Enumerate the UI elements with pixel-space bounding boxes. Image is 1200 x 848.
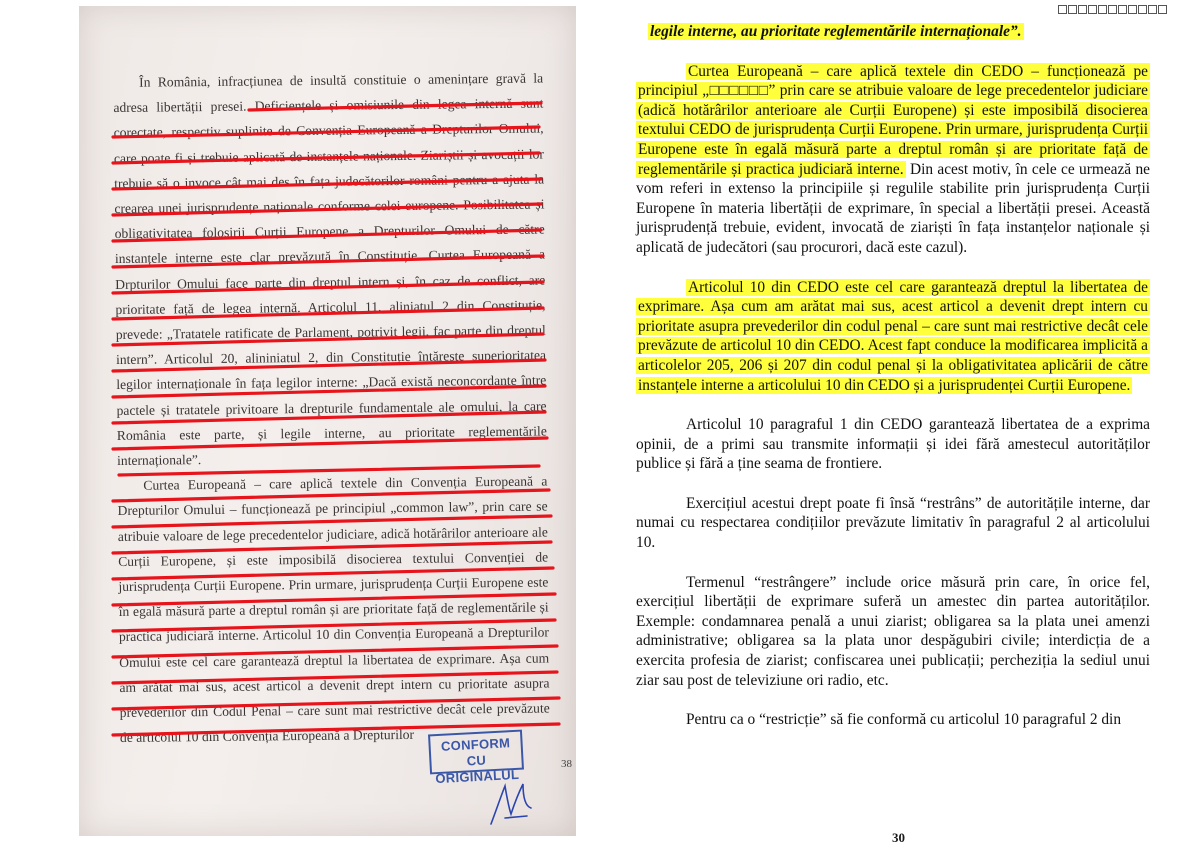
photo-paragraph-1: În România, infracțiunea de insultă constituie o amenințare gravă la adresa libertății presei. Deficiențele și omisiunile din legea internă sunt corectate, respectiv suplinite de Convenția Europeană a Drepturilor Omului, care poate fi și trebuie aplicată de instanțele naționale. Ziariștii și avocații lor trebuie să o invoce cât mai des în fața judecătorilor români pentru a ajuta la crearea unei jurisprudențe naționale conforme celei europene. Posibilitatea și obligativitatea folosirii Curții Europene a Drepturilor Omului de către instanțele interne este clar prevăzută în Constituție. Curtea Europeană a Drpturilor Omului face parte din dreptul intern și, în caz de conflict, are prioritate față de legea internă. Articolul 11, aliniatul 2 din Constituție, prevede: „Tratatele ratificate de Parlament, potrivit legii, fac parte din dreptul intern”. Articolul 20, alininiatul 2, din Constituție întărește superioritatea legilor internaționale în fața legilor interne: „Dacă există neconcordanțe între pactele și tratatele privitoare la drepturile fundamentale ale omului, la care România este parte, și legile interne, au prioritate reglementările internaționale”.	[113, 70, 547, 469]
paragraph-exercitiul: Exercițiul acestui drept poate fi însă “restrâns” de autoritățile interne, dar numai cu respectarea condițiilor prevăzute limitativ în paragraful 2 al articolului 10.	[636, 494, 1150, 552]
paragraph-articolul-10	[636, 278, 1150, 396]
paragraph-restrictie: Pentru ca o “restricție” să fie conformă cu articolul 10 paragraful 2 din	[686, 711, 1122, 729]
photographed-document-page	[79, 6, 576, 836]
missing-glyph-indicator	[1058, 5, 1167, 14]
typed-document-page	[636, 22, 1150, 730]
typed-page-number: 30	[892, 830, 905, 845]
handwritten-signature	[487, 778, 535, 830]
paragraph-termenul: Termenul “restrângere” include orice măsură prin care, în orice fel, exercițiul libertății de exprimare suferă un amestec din partea autorităților. Exemple: condamnarea penală a unui ziarist; obligarea sa la plata unei amenzi administrative; obligarea sa la plata unor despăgubiri civile; interdicția de a exercita profesia de ziarist; confiscarea unei publicații; percheziția la sediul unui ziar sau post de televiziune ori radio, etc.	[636, 573, 1150, 689]
paragraph-curtea-europeana: Curtea Europeană – care aplică textele din CEDO – funcționează pe principiul „□□□□□□” prin care se atribuie valoare de lege precedentelor judiciare (adică hotărârilor anterioare ale Curții Europene) și este imposibilă disocierea textului CEDO de jurisprudența Curții Europene. Prin urmare, jurisprudența Curții Europene este în egală măsură parte a dreptul român și are prioritate față de reglementările și practica judiciară interne. Din acest motiv, în cele ce urmează ne vom referi in extenso la principiile și regulile stabilite prin jurisprudența Curții Europene în materia libertății de exprimare, în special a libertății presei. Această jurisprudență trebuie, evident, invocată de ziariști în fața instanțelor naționale și aplicată de judecători (sau procurori, dacă este cazul).	[636, 62, 1151, 256]
photo-page-number: 38	[561, 758, 572, 770]
highlighted-text: Curtea Europeană – care aplică textele din CEDO – funcționează pe principiul „□□□□□□” prin care se atribuie valoare de lege precedentelor judiciare (adică hotărârilor anterioare ale Curții Europene) și este imposibilă disocierea textului CEDO de jurisprudența Curții Europene. Prin urmare, jurisprudența Curții Europene este în egală măsură parte a dreptul român și are prioritate față de reglementările și practica judiciară interne.	[638, 62, 1148, 178]
paragraph-paragraful-1: Articolul 10 paragraful 1 din CEDO garantează libertatea de a exprima opinii, de a primi sau transmite informații și idei fără amestecul autorităților publice și fără a ține seama de frontiere.	[636, 416, 1150, 473]
quote-ending: legile interne, au prioritate reglementările internaționale”.	[650, 23, 1022, 40]
photo-paragraph-2: Curtea Europeană – care aplică textele din Convenția Europeană a Drepturilor Omului – funcționează pe principiul „common law”, prin care se atribuie valoare de lege precedentelor judiciare, adică hotărârilor anterioare ale Curții Europene, și este imposibilă disocierea textului Convenției de jurisprudența Curții Europene. Prin urmare, jurisprudența Curții Europene este în egală măsură parte a dreptul român și are prioritate față de reglementările și practica judiciară interne. Articolul 10 din Convenția Europeană a Drepturilor Omului este cel care garantează dreptul la libertatea de exprimare. Așa cum am arătat mai sus, acest articol a devenit drept intern cu prioritate asupra prevederilor din Codul Penal – care sunt mai restrictive decât cele prevăzute de articolul 10 din Convenția Europeană a Drepturilor	[117, 473, 550, 746]
photo-body-text	[113, 65, 550, 750]
conform-cu-originalul-stamp: CONFORM CU ORIGINALUL	[428, 730, 524, 775]
highlighted-text: Articolul 10 din CEDO este cel care garantează dreptul la libertatea de exprimare. Așa cum am arătat mai sus, acest articol a devenit drept intern cu prioritate asupra prevederilor din codul penal – care sunt mai restrictive decât cele prevăzute de articolul 10 din CEDO. Acest fapt conduce la modificarea implicită a articolelor 205, 206 și 207 din codul penal și la obligativitatea aplicării de către instanțele interne a articolului 10 din CEDO și a jurisprudenței Curții Europene.	[638, 278, 1148, 394]
